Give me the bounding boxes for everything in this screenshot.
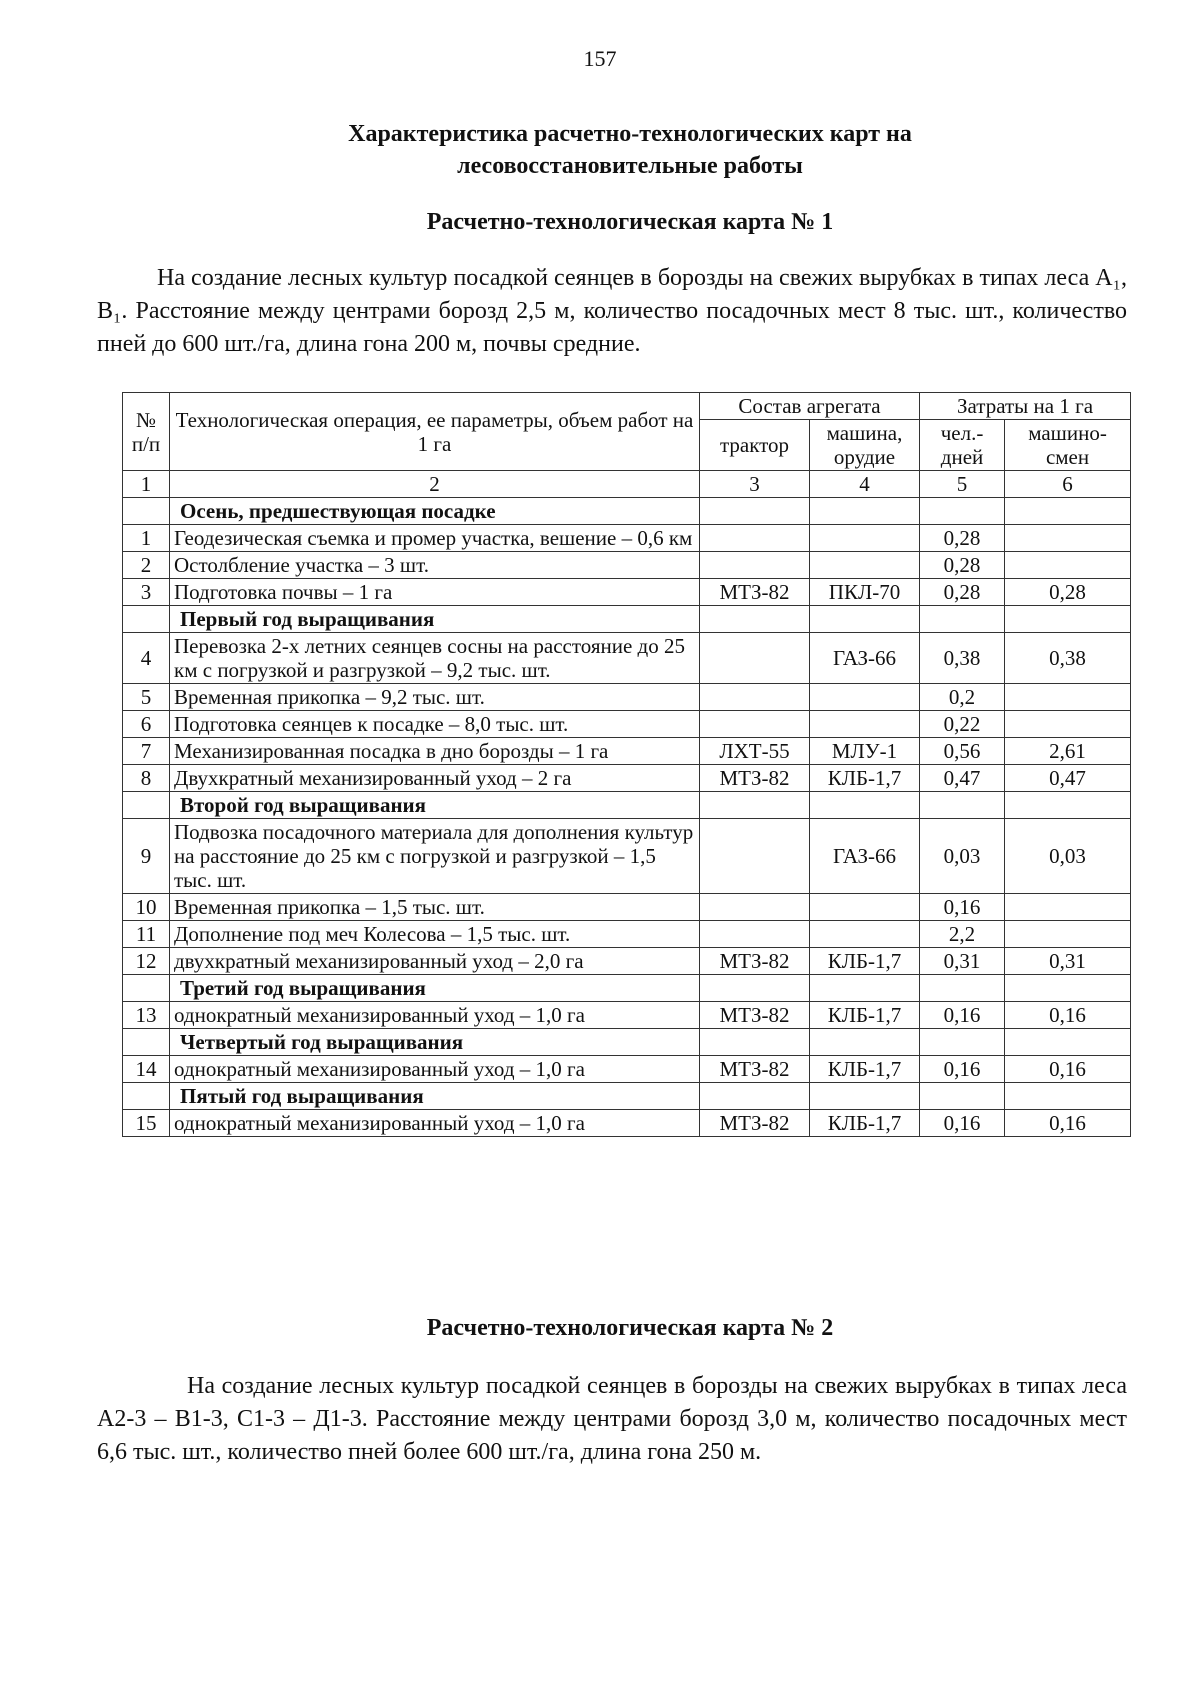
section-title: Третий год выращивания [170, 975, 700, 1002]
machine-shifts-cell [1005, 684, 1131, 711]
man-days-cell: 0,28 [920, 525, 1005, 552]
section-row [123, 606, 1131, 633]
table-row [123, 1056, 1131, 1083]
operation-cell: однократный механизированный уход – 1,0 га [170, 1056, 700, 1083]
section-num-cell [123, 498, 170, 525]
header-man-days: чел.-дней [920, 420, 1005, 471]
tractor-cell [700, 921, 810, 948]
machine-cell: МЛУ-1 [810, 738, 920, 765]
man-days-cell: 0,22 [920, 711, 1005, 738]
card-1-title: Расчетно-технологическая карта № 1 [426, 209, 834, 235]
man-days-cell: 0,47 [920, 765, 1005, 792]
row-number: 8 [123, 765, 170, 792]
section-empty-cell [920, 498, 1005, 525]
operation-cell: Перевозка 2-х летних сеянцев сосны на расстояние до 25 км с погрузкой и разгрузкой – 9,2 тыс. шт. [170, 633, 700, 684]
section-empty-cell [1005, 1029, 1131, 1056]
operation-cell: Механизированная посадка в дно борозды – 1 га [170, 738, 700, 765]
section-empty-cell [700, 792, 810, 819]
man-days-cell: 0,28 [920, 579, 1005, 606]
section-empty-cell [920, 606, 1005, 633]
header-num: № п/п [123, 393, 170, 471]
machine-shifts-cell: 0,38 [1005, 633, 1131, 684]
section-empty-cell [810, 498, 920, 525]
document-title-line-2: лесовосстановительные работы [457, 153, 803, 179]
document-title-line-1: Характеристика расчетно-технологических карт на [348, 121, 912, 147]
table-row [123, 738, 1131, 765]
section-empty-cell [1005, 792, 1131, 819]
man-days-cell: 0,16 [920, 1056, 1005, 1083]
machine-cell: КЛБ-1,7 [810, 948, 920, 975]
operation-cell: Дополнение под меч Колесова – 1,5 тыс. шт. [170, 921, 700, 948]
operation-cell: Подготовка почвы – 1 га [170, 579, 700, 606]
tractor-cell [700, 711, 810, 738]
section-num-cell [123, 792, 170, 819]
section-num-cell [123, 975, 170, 1002]
section-num-cell [123, 1083, 170, 1110]
section-empty-cell [810, 792, 920, 819]
column-number: 5 [920, 471, 1005, 498]
machine-shifts-cell [1005, 921, 1131, 948]
tractor-cell [700, 552, 810, 579]
section-empty-cell [700, 606, 810, 633]
operation-cell: Геодезическая съемка и промер участка, вешение – 0,6 км [170, 525, 700, 552]
man-days-cell: 2,2 [920, 921, 1005, 948]
tractor-cell [700, 894, 810, 921]
operation-cell: Временная прикопка – 1,5 тыс. шт. [170, 894, 700, 921]
row-number: 9 [123, 819, 170, 894]
row-number: 12 [123, 948, 170, 975]
column-number-row [123, 471, 1131, 498]
machine-cell: КЛБ-1,7 [810, 1056, 920, 1083]
section-row [123, 498, 1131, 525]
tractor-cell: МТЗ-82 [700, 765, 810, 792]
operation-cell: двухкратный механизированный уход – 2,0 га [170, 948, 700, 975]
machine-shifts-cell [1005, 525, 1131, 552]
row-number: 5 [123, 684, 170, 711]
tractor-cell: ЛХТ-55 [700, 738, 810, 765]
section-title: Второй год выращивания [170, 792, 700, 819]
section-row [123, 1083, 1131, 1110]
machine-cell [810, 525, 920, 552]
section-empty-cell [1005, 975, 1131, 1002]
table-row [123, 1110, 1131, 1137]
column-number: 2 [170, 471, 700, 498]
tractor-cell: МТЗ-82 [700, 948, 810, 975]
section-empty-cell [810, 606, 920, 633]
card-2-intro: На создание лесных культур посадкой сеянцев в борозды на свежих вырубках в типах леса А2-3 – В1-3, С1-3 – Д1-3. Расстояние между центрами борозд 3,0 м, количество посадочных мест 6,6 тыс. шт., количество пней более 600 шт./га, длина гона 250 м. [97, 1373, 1127, 1465]
tractor-cell [700, 633, 810, 684]
table-body [123, 498, 1131, 1137]
row-number: 1 [123, 525, 170, 552]
column-number: 3 [700, 471, 810, 498]
section-empty-cell [1005, 606, 1131, 633]
header-machine-shifts: машино-смен [1005, 420, 1131, 471]
table-row [123, 711, 1131, 738]
machine-cell: ПКЛ-70 [810, 579, 920, 606]
table-row [123, 525, 1131, 552]
section-empty-cell [920, 975, 1005, 1002]
table-row [123, 819, 1131, 894]
row-number: 15 [123, 1110, 170, 1137]
operation-cell: Подготовка сеянцев к посадке – 8,0 тыс. шт. [170, 711, 700, 738]
row-number: 10 [123, 894, 170, 921]
man-days-cell: 0,16 [920, 1002, 1005, 1029]
table-row [123, 552, 1131, 579]
tractor-cell: МТЗ-82 [700, 1002, 810, 1029]
tractor-cell [700, 525, 810, 552]
header-operation: Технологическая операция, ее параметры, объем работ на 1 га [170, 393, 700, 471]
machine-shifts-cell: 0,31 [1005, 948, 1131, 975]
section-title: Осень, предшествующая посадке [170, 498, 700, 525]
machine-cell [810, 711, 920, 738]
section-empty-cell [920, 792, 1005, 819]
section-empty-cell [700, 1083, 810, 1110]
operation-cell: Остолбление участка – 3 шт. [170, 552, 700, 579]
card-1-intro: На создание лесных культур посадкой сеянцев в борозды на свежих вырубках в типах леса А₁, В₁. Расстояние между центрами борозд 2,5 м, количество посадочных мест 8 тыс. шт., количество пней до 600 шт./га, длина гона 200 м, почвы средние. [97, 265, 1127, 357]
table-row [123, 633, 1131, 684]
machine-cell: ГАЗ-66 [810, 633, 920, 684]
section-title: Первый год выращивания [170, 606, 700, 633]
machine-cell: КЛБ-1,7 [810, 765, 920, 792]
man-days-cell: 0,03 [920, 819, 1005, 894]
column-number: 1 [123, 471, 170, 498]
man-days-cell: 0,16 [920, 894, 1005, 921]
machine-shifts-cell: 0,16 [1005, 1002, 1131, 1029]
section-row [123, 975, 1131, 1002]
table-row [123, 894, 1131, 921]
tractor-cell: МТЗ-82 [700, 1056, 810, 1083]
section-num-cell [123, 606, 170, 633]
card-2-title: Расчетно-технологическая карта № 2 [426, 1315, 834, 1341]
section-empty-cell [810, 1029, 920, 1056]
table-header [123, 393, 1131, 498]
machine-shifts-cell: 0,16 [1005, 1110, 1131, 1137]
machine-shifts-cell: 0,03 [1005, 819, 1131, 894]
tractor-cell [700, 684, 810, 711]
table-row [123, 921, 1131, 948]
machine-shifts-cell: 2,61 [1005, 738, 1131, 765]
table-row [123, 1002, 1131, 1029]
row-number: 3 [123, 579, 170, 606]
section-title: Пятый год выращивания [170, 1083, 700, 1110]
operation-cell: Временная прикопка – 9,2 тыс. шт. [170, 684, 700, 711]
row-number: 7 [123, 738, 170, 765]
tractor-cell: МТЗ-82 [700, 1110, 810, 1137]
tractor-cell: МТЗ-82 [700, 579, 810, 606]
section-empty-cell [920, 1029, 1005, 1056]
operation-cell: однократный механизированный уход – 1,0 га [170, 1002, 700, 1029]
machine-cell: КЛБ-1,7 [810, 1110, 920, 1137]
section-empty-cell [700, 1029, 810, 1056]
operation-cell: Подвозка посадочного материала для дополнения культур на расстояние до 25 км с погрузкой и разгрузкой – 1,5 тыс. шт. [170, 819, 700, 894]
column-number: 6 [1005, 471, 1131, 498]
header-unit-group: Состав агрегата [700, 393, 920, 420]
row-number: 4 [123, 633, 170, 684]
machine-shifts-cell [1005, 894, 1131, 921]
section-title: Четвертый год выращивания [170, 1029, 700, 1056]
page-number: 157 [583, 46, 617, 71]
machine-cell [810, 684, 920, 711]
machine-cell [810, 894, 920, 921]
tractor-cell [700, 819, 810, 894]
section-empty-cell [700, 975, 810, 1002]
machine-cell: ГАЗ-66 [810, 819, 920, 894]
man-days-cell: 0,38 [920, 633, 1005, 684]
machine-shifts-cell: 0,16 [1005, 1056, 1131, 1083]
row-number: 14 [123, 1056, 170, 1083]
column-number: 4 [810, 471, 920, 498]
header-cost-group: Затраты на 1 га [920, 393, 1131, 420]
section-empty-cell [810, 1083, 920, 1110]
man-days-cell: 0,2 [920, 684, 1005, 711]
section-row [123, 792, 1131, 819]
table-row [123, 765, 1131, 792]
technology-card-table [122, 392, 1131, 1137]
machine-cell [810, 552, 920, 579]
section-empty-cell [920, 1083, 1005, 1110]
section-empty-cell [810, 975, 920, 1002]
section-row [123, 1029, 1131, 1056]
man-days-cell: 0,31 [920, 948, 1005, 975]
operation-cell: Двухкратный механизированный уход – 2 га [170, 765, 700, 792]
section-empty-cell [1005, 1083, 1131, 1110]
machine-cell [810, 921, 920, 948]
header-machine: машина, орудие [810, 420, 920, 471]
man-days-cell: 0,56 [920, 738, 1005, 765]
operation-cell: однократный механизированный уход – 1,0 га [170, 1110, 700, 1137]
machine-shifts-cell: 0,28 [1005, 579, 1131, 606]
table-row [123, 684, 1131, 711]
machine-shifts-cell [1005, 711, 1131, 738]
section-empty-cell [700, 498, 810, 525]
man-days-cell: 0,28 [920, 552, 1005, 579]
row-number: 11 [123, 921, 170, 948]
machine-shifts-cell: 0,47 [1005, 765, 1131, 792]
machine-cell: КЛБ-1,7 [810, 1002, 920, 1029]
row-number: 6 [123, 711, 170, 738]
row-number: 13 [123, 1002, 170, 1029]
table-row [123, 579, 1131, 606]
machine-shifts-cell [1005, 552, 1131, 579]
table-row [123, 948, 1131, 975]
header-tractor: трактор [700, 420, 810, 471]
row-number: 2 [123, 552, 170, 579]
man-days-cell: 0,16 [920, 1110, 1005, 1137]
section-empty-cell [1005, 498, 1131, 525]
section-num-cell [123, 1029, 170, 1056]
document-title [150, 118, 1110, 182]
